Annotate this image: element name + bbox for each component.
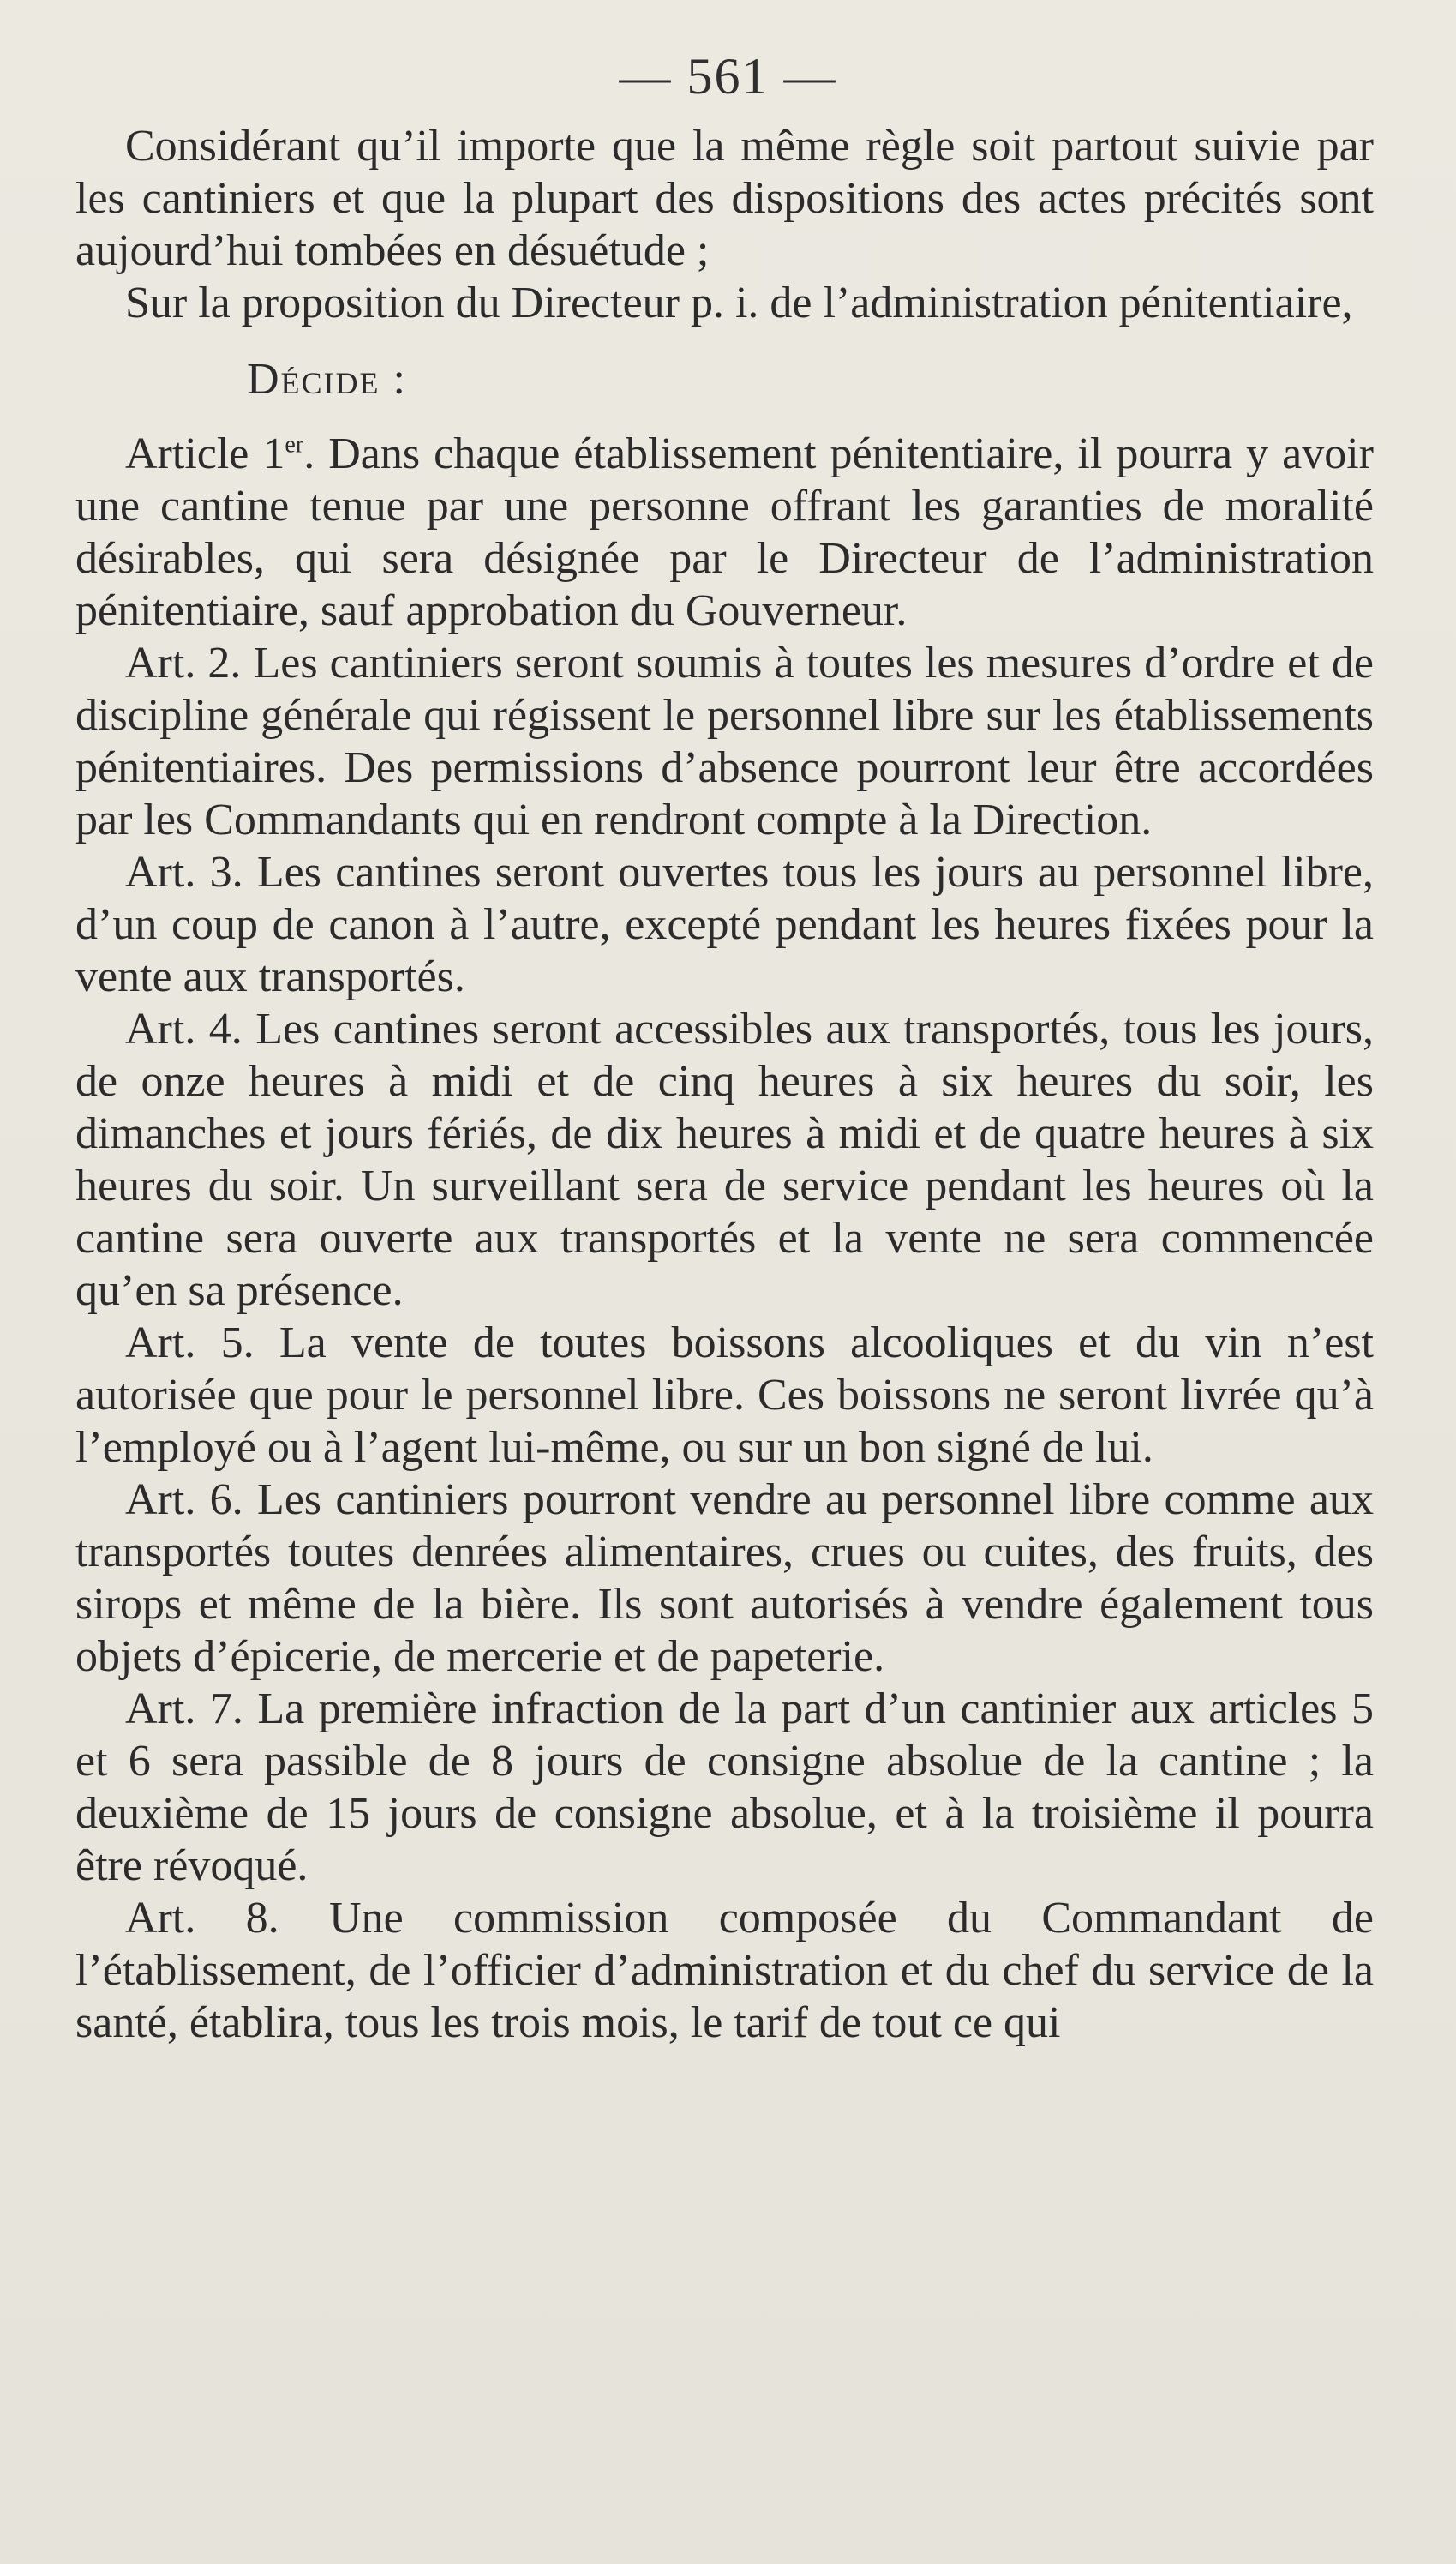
article-6: Art. 6. Les cantiniers pourront vendre au personnel libre comme aux transportés toutes denrées alimentaires, crues ou cuites, des fruits, des sirops et même de la bière. Ils sont autorisés à vendre également tous objets d’épicerie, de mercerie et de papeterie. xyxy=(75,1475,1374,1681)
article-1-superscript: er xyxy=(285,431,304,459)
article-4: Art. 4. Les cantines seront accessibles aux transportés, tous les jours, de onze heures à midi et de cinq heures à six heures du soir, les dimanches et jours fériés, de dix heures à midi et de quatre heures à six heures du soir. Un surveillant sera de service pendant les heures où la cantine sera ouverte aux transportés et la vente ne sera commencée qu’en sa présence. xyxy=(75,1005,1374,1315)
decide-heading: Décide : xyxy=(247,355,407,404)
article-7: Art. 7. La première infraction de la part d’un cantinier aux articles 5 et 6 sera passible de 8 jours de consigne absolue de la cantine ; la deuxième de 15 jours de consigne absolue, et à la troisième il pourra être révoqué. xyxy=(75,1684,1374,1890)
article-1 xyxy=(75,428,1374,637)
document-body xyxy=(75,120,1374,2049)
article-1-prefix: Article 1 xyxy=(125,429,285,478)
article-5: Art. 5. La vente de toutes boissons alcooliques et du vin n’est autorisée que pour le personnel libre. Ces boissons ne seront livrée qu’à l’employé ou à l’agent lui-même, ou sur un bon signé de lui. xyxy=(75,1318,1374,1472)
article-2: Art. 2. Les cantiniers seront soumis à toutes les mesures d’ordre et de discipline générale qui régissent le personnel libre sur les établissements pénitentiaires. Des permissions d’absence pourront leur être accordées par les Commandants qui en rendront compte à la Direction. xyxy=(75,639,1374,844)
paragraph-considerant: Considérant qu’il importe que la même règle soit partout suivie par les cantiniers et que la plupart des dispositions des actes précités sont aujourd’hui tombées en désuétude ; xyxy=(75,122,1374,275)
article-8: Art. 8. Une commission composée du Commandant de l’établissement, de l’officier d’administration et du chef du service de la santé, établira, tous les trois mois, le tarif de tout ce qui xyxy=(75,1894,1374,2047)
article-3: Art. 3. Les cantines seront ouvertes tous les jours au personnel libre, d’un coup de canon à l’autre, excepté pendant les heures fixées pour la vente aux transportés. xyxy=(75,848,1374,1001)
page-number: — 561 — xyxy=(619,48,837,105)
article-1-text: . Dans chaque établissement pénitentiaire, il pourra y avoir une cantine tenue par une personne offrant les garanties de moralité désirables, qui sera désignée par le Directeur de l’administration pénitentiaire, sauf approbation du Gouverneur. xyxy=(75,429,1374,635)
paragraph-proposition: Sur la proposition du Directeur p. i. de l’administration pénitentiaire, xyxy=(125,279,1353,327)
